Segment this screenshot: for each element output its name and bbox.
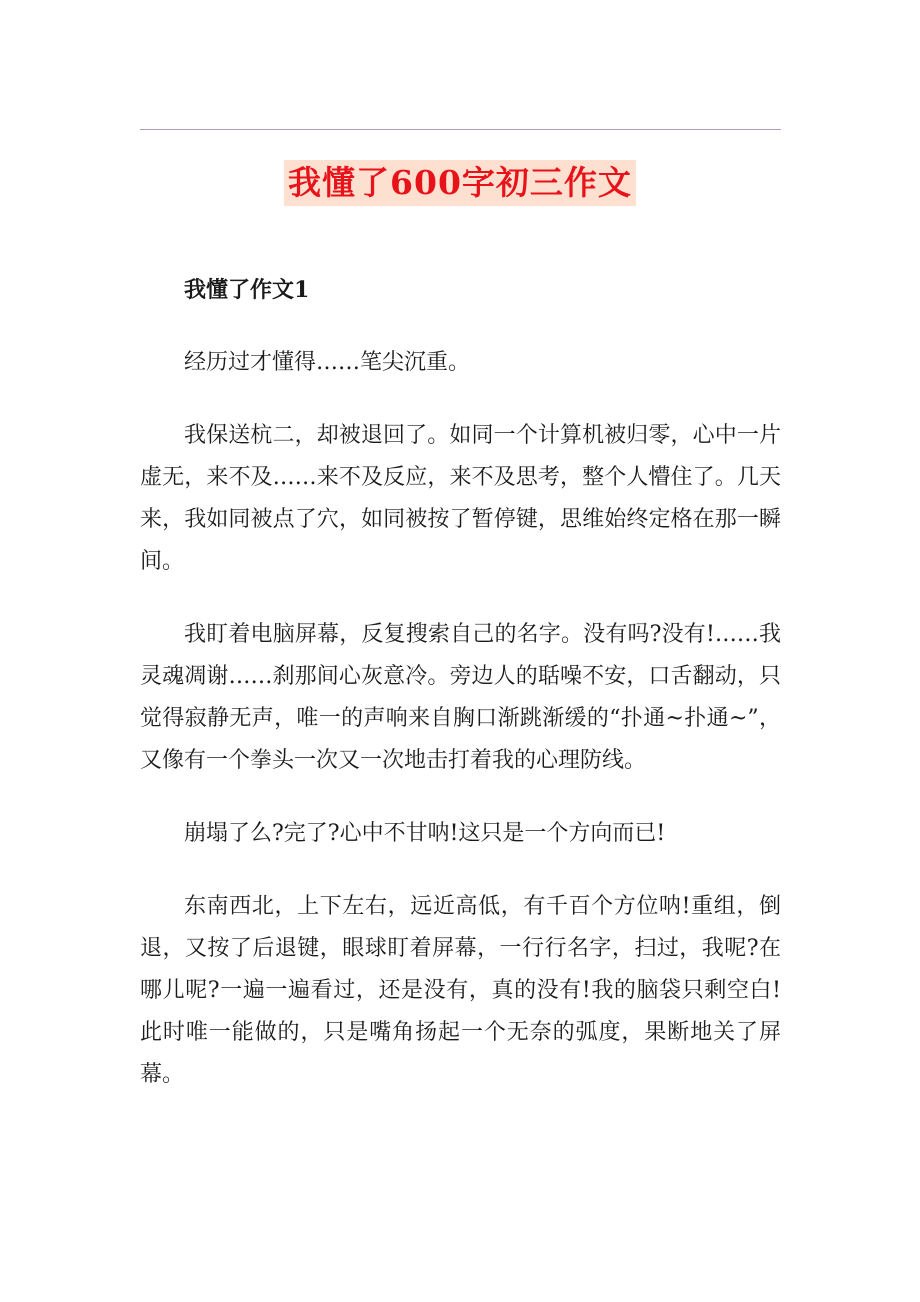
title-container (0, 160, 920, 206)
paragraph-4: 崩塌了么?完了?心中不甘呐!这只是一个方向而已! (184, 821, 666, 846)
paragraph-2: 我保送杭二，却被退回了。如同一个计算机被归零，心中一片虚无，来不及……来不及反应，来不及思考，整个人懵住了。几天来，我如同被点了穴，如同被按了暂停键，思维始终定格在那一瞬间。 (140, 423, 781, 574)
header-divider (140, 129, 781, 130)
paragraph-5: 东南西北，上下左右，远近高低，有千百个方位呐!重组，倒退，又按了后退键，眼球盯着屏幕，一行行名字，扫过，我呢?在哪儿呢?一遍一遍看过，还是没有，真的没有!我的脑袋只剩空白!此时唯一能做的，只是嘴角扬起一个无奈的弧度，果断地关了屏幕。 (140, 894, 781, 1087)
document-body (140, 269, 781, 1127)
paragraph-3: 我盯着电脑屏幕，反复搜索自己的名字。没有吗?没有!……我灵魂凋谢……刹那间心灰意冷。旁边人的聒噪不安，口舌翻动，只觉得寂静无声，唯一的声响来自胸口渐跳渐缓的“扑通~扑通~”，又像有一个拳头一次又一次地击打着我的心理防线。 (140, 622, 781, 773)
section-heading: 我懂了作文1 (184, 277, 310, 303)
document-title: 我懂了600字初三作文 (284, 160, 636, 206)
paragraph-1: 经历过才懂得……笔尖沉重。 (184, 350, 471, 375)
